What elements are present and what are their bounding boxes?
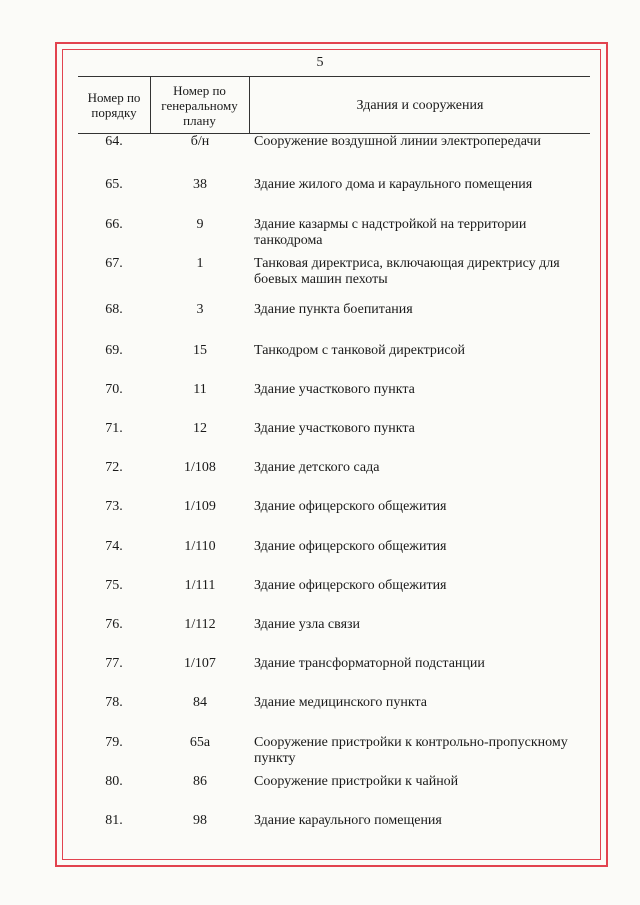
row-plan-number: 3 xyxy=(196,302,204,317)
row-building-name: Здание медицинского пункта xyxy=(254,695,427,710)
row-building-name: Сооружение воздушной линии электропередачи xyxy=(254,134,541,149)
row-number: 73. xyxy=(105,499,123,514)
row-number: 64. xyxy=(105,134,123,149)
row-number: 79. xyxy=(105,735,123,750)
row-building-name: Танкодром с танковой директрисой xyxy=(254,343,466,358)
row-plan-number: 1/112 xyxy=(184,617,216,632)
row-plan-number: 1/109 xyxy=(184,499,216,514)
row-plan-number: 38 xyxy=(193,177,207,192)
row-plan-number: 1/111 xyxy=(184,578,216,593)
row-plan-number: 12 xyxy=(193,421,207,436)
row-plan-number: 86 xyxy=(193,774,207,789)
row-building-name: Здание офицерского общежития xyxy=(254,499,447,514)
row-plan-number: 65а xyxy=(189,735,211,750)
row-plan-number: 11 xyxy=(193,382,207,397)
row-building-name: Здание узла связи xyxy=(254,617,361,632)
header-col-plan-number: Номер по генеральному плану xyxy=(161,82,238,128)
row-plan-number: б/н xyxy=(190,134,210,149)
row-number: 71. xyxy=(105,421,123,436)
row-number: 75. xyxy=(105,578,123,593)
row-building-name: Здание караульного помещения xyxy=(254,813,442,828)
row-number: 68. xyxy=(105,302,123,317)
header-col-buildings: Здания и сооружения xyxy=(356,97,484,113)
row-building-name: Танковая директриса, включающая директрису для боевых машин пехоты xyxy=(254,256,560,287)
row-number: 70. xyxy=(105,382,123,397)
row-number: 69. xyxy=(105,343,123,358)
row-building-name: Здание жилого дома и караульного помещения xyxy=(254,177,533,192)
row-building-name: Сооружение пристройки к чайной xyxy=(254,774,459,789)
row-number: 78. xyxy=(105,695,123,710)
row-building-name: Здание пункта боепитания xyxy=(254,302,413,317)
row-number: 80. xyxy=(105,774,123,789)
row-number: 67. xyxy=(105,256,123,271)
row-number: 81. xyxy=(105,813,123,828)
row-plan-number: 1/108 xyxy=(184,460,216,475)
table-top-rule xyxy=(78,76,590,77)
row-plan-number: 1/110 xyxy=(184,539,216,554)
row-building-name: Здание трансформаторной подстанции xyxy=(254,656,485,671)
row-plan-number: 9 xyxy=(196,217,204,232)
row-plan-number: 1/107 xyxy=(184,656,216,671)
row-building-name: Здание казармы с надстройкой на территории танкодрома xyxy=(254,217,527,248)
row-plan-number: 15 xyxy=(193,343,207,358)
page-number: 5 xyxy=(316,55,324,70)
header-divider-2 xyxy=(249,76,250,133)
header-divider-1 xyxy=(150,76,151,133)
row-building-name: Здание участкового пункта xyxy=(254,421,415,436)
row-number: 66. xyxy=(105,217,123,232)
row-plan-number: 84 xyxy=(193,695,207,710)
row-number: 72. xyxy=(105,460,123,475)
row-plan-number: 98 xyxy=(193,813,207,828)
row-building-name: Здание детского сада xyxy=(254,460,380,475)
row-number: 77. xyxy=(105,656,123,671)
row-building-name: Здание офицерского общежития xyxy=(254,578,447,593)
row-plan-number: 1 xyxy=(196,256,204,271)
row-number: 65. xyxy=(105,177,123,192)
row-building-name: Здание участкового пункта xyxy=(254,382,415,397)
row-number: 76. xyxy=(105,617,123,632)
row-building-name: Сооружение пристройки к контрольно-пропускному пункту xyxy=(254,735,568,766)
row-number: 74. xyxy=(105,539,123,554)
row-building-name: Здание офицерского общежития xyxy=(254,539,447,554)
header-col-number: Номер по порядку xyxy=(87,90,141,120)
